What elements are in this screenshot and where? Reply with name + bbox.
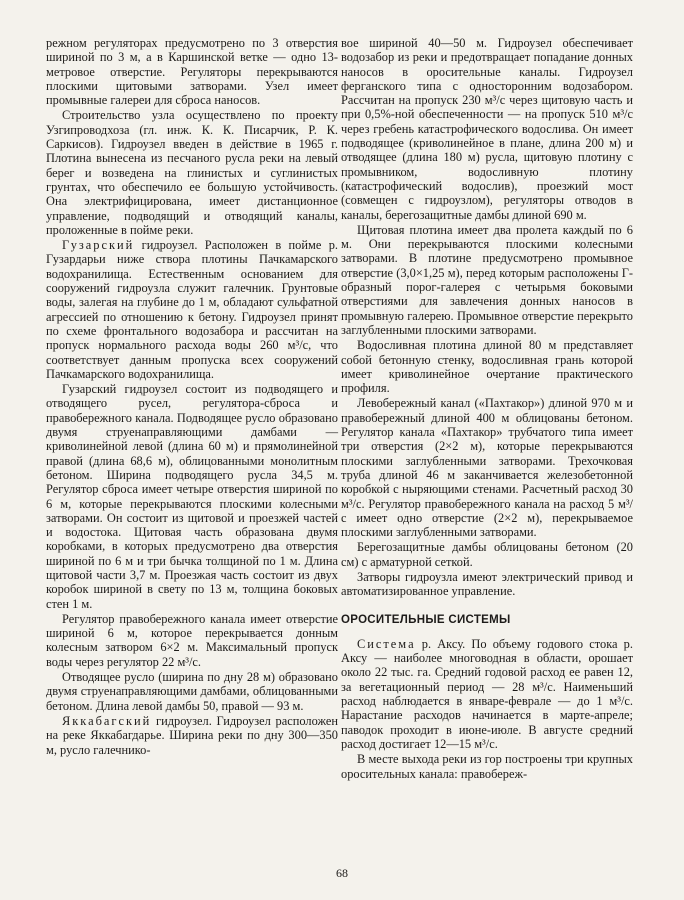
left-paragraph-5: Регулятор правобережного канала имеет отверстие шириной 6 м, которое перекрывается донным колесным затвором 6×2 м. Максимальный пропуск воды через регулятор 22 м³/с. [46,611,338,669]
right-column [341,36,633,782]
left-column [46,36,338,758]
yakkabag-heading: Яккабагский [62,713,152,728]
right-paragraph-4: Левобережный канал («Пахтакор») длиной 970 м и правобережный длиной 400 м облицованы бетоном. Регулятор канала «Пахтакор» трубчатого типа имеет три отверстия (2×2 м), которые перекрываются плоскими заглубленными затворами. Трехочковая труба длиной 46 м заканчивается железобетонной коробкой с ныряющими стенами. Расчетный расход 30 м³/с. Регулятор правобережного канала на расход 5 м³/с имеет одно отверстие (2×2 м), перекрываемое плоскими заглубленными затворами. [341,396,633,540]
right-paragraph-1: вое шириной 40—50 м. Гидроузел обеспечивает водозабор из реки и предотвращает попадание донных наносов в оросительные каналы. Гидроузел ферганского типа с односторонним водозабором. Рассчитан на пропуск 230 м³/с через щитовую часть и при 0,5%-ной обеспеченности — на пропуск 510 м³/с через гребень катастрофического водослива. Он имеет подводящее (криволинейное в плане, длина 200 м) и отводящее (длина 180 м) русла, щитовую плотину с промывником, водосливную плотину (катастрофический водослив), проезжий мост (совмещен с гидроузлом), регуляторы отводов в каналы, берегозащитные дамбы длиной 690 м. [341,36,633,222]
right-paragraph-3: Водосливная плотина длиной 80 м представляет собой бетонную стенку, водосливная грань которой имеет криволинейное очертание практического профиля. [341,338,633,396]
left-paragraph-3 [46,238,338,381]
left-paragraph-2: Строительство узла осуществлено по проекту Узгипроводхоза (гл. инж. К. К. Писарчик, Р. К. Саркисов). Гидроузел введен в действие в 1965 г. Плотина вынесена из песчаного русла реки на левый берег и возведена на глинистых и суглинистых грунтах, что обеспечило ее большую устойчивость. Она электрифицирована, имеет дистанционное управление, подводящий и отводящий каналы, проложенные в пойме реки. [46,108,338,237]
section-heading: ОРОСИТЕЛЬНЫЕ СИСТЕМЫ [341,613,511,626]
aksu-text: р. Аксу. По объему годового стока р. Аксу — наиболее многоводная в области, орошает около 22 тыс. га. Средний годовой расход ее равен 12, за вегетационный период — 28 м³/с. Наименьший расход наблюдается в январе-феврале — до 1 м³/с. Нарастание расходов начинается в марте-апреле; паводок проходит в июне-июле. В августе средний расход достигает 12—15 м³/с. [341,636,633,751]
left-paragraph-7 [46,714,338,757]
page-number: 68 [336,866,348,880]
yakkabag-text: гидроузел. Гидроузел расположен на реке Яккабагдарье. Ширина реки по дну 300—350 м, русло галечнико- [46,713,338,757]
right-paragraph-6: Затворы гидроузла имеют электрический привод и автоматизированное управление. [341,569,633,599]
guzar-text: гидроузел. Расположен в пойме р. Гузардарьи ниже створа плотины Пачкамарского водохранилища. Естественным основанием для сооружений гидроузла служит галечник. Грунтовые воды, залегая на глубине до 1 м, обладают сульфатной агрессией по отношению к бетону. Гидроузел принят по схеме фронтального водозабора и рассчитан на пропуск нормального расхода воды 260 м³/с, что соответствует данным пропуска всех сооружений Пачкамарского водохранилища. [46,238,338,381]
right-paragraph-8: В месте выхода реки из гор построены три крупных оросительных канала: правобереж- [341,752,633,781]
left-paragraph-4: Гузарский гидроузел состоит из подводящего и отводящего русел, регулятора-сброса и правобережного канала. Подводящее русло образовано двумя струенаправляющими дамбами — криволинейной левой (длина 60 м) и прямолинейной правой (длина 68,6 м), облицованными монолитным бетоном. Ширина подводящего русла 34,5 м. Регулятор сброса имеет четыре отверстия шириной по 6 м, которые перекрываются плоскими колесными затворами. Он состоит из щитовой и проезжей частей и водостока. Щитовая часть образована двумя коробками, в которых предусмотрено два отверстия шириной по 6 м и три бычка толщиной по 1 м. Длина щитовой части 3,7 м. Проезжая часть состоит из двух коробок шириной в свету по 13 м, толщина боковых стен 1 м. [46,382,338,611]
aksu-heading: Система [357,636,416,651]
right-paragraph-5: Берегозащитные дамбы облицованы бетоном (20 см) с арматурной сеткой. [341,540,633,569]
right-paragraph-7 [341,637,633,751]
left-paragraph-6: Отводящее русло (ширина по дну 28 м) образовано двумя струенаправляющими дамбами, облицованными бетоном. Длина левой дамбы 50, правой — 93 м. [46,670,338,713]
left-paragraph-1: режном регуляторах предусмотрено по 3 отверстия шириной по 3 м, а в Каршинской ветке — одно 13-метровое отверстие. Регуляторы перекрываются плоскими щитовыми затворами. Узел имеет промывные галереи для сброса наносов. [46,36,338,108]
right-paragraph-2: Щитовая плотина имеет два пролета каждый по 6 м. Они перекрываются плоскими колесными затворами. В плотине предусмотрено промывное отверстие (3,0×1,25 м), перед которым расположены Г-образный порог-галерея с четырьмя боковыми отверстиями для завлечения донных наносов в промывную галерею. Промывное отверстие перекрыто заглубленными плоскими затворами. [341,222,633,337]
guzar-heading: Гузарский [62,238,135,253]
